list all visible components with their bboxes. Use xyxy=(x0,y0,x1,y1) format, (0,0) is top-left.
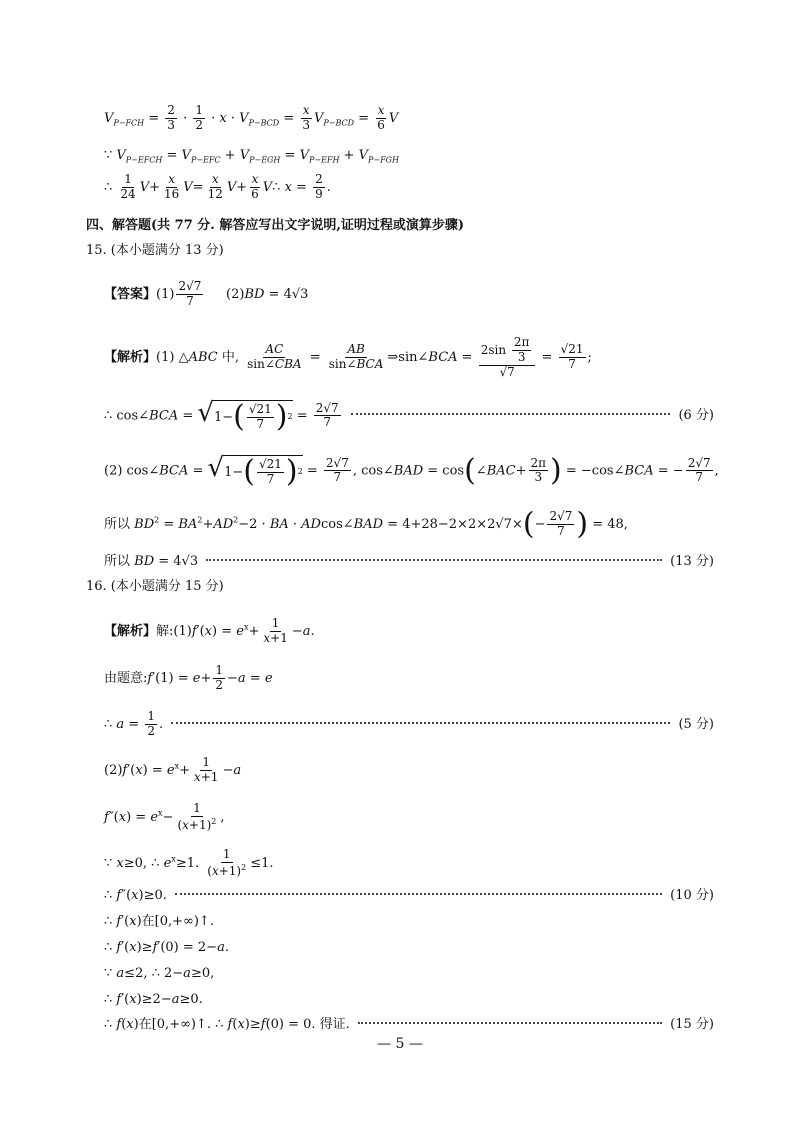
score-15: (15 分) xyxy=(670,1017,714,1032)
q15-heading: 15. (本小题满分 13 分) xyxy=(86,243,224,258)
volume-line-2: ∵ $V_{P-EFCH} = V_{P-EFC} + V_{P-EGH} = V_{P-EFH} + V_{P-FGH}$ xyxy=(104,148,399,165)
q16-line-6: ∵ x≥0, ∴ $e^x\ge 1$. $\frac{1}{(x+1)^2}$ ≤1. xyxy=(104,847,274,878)
q15-line-4: 所以 $BD^2 = BA^2+AD^2-2$ · BA · ADcos∠BAD = 4+28−2×2×2√7×(− $\frac{2√7}{7}$ ) = 48, xyxy=(104,506,628,542)
page-number: — 5 — xyxy=(377,1036,423,1052)
q16-line-5: $f''(x) = e^x-$ $\frac{1}{(x+1)^2}$ , xyxy=(104,801,225,832)
q16-line-7: ∴ f″(x)≥0. (10 分) xyxy=(104,888,714,903)
q15-line-2: ∴ cos∠BCA = √ 1− ( $\frac{√21}{7}$ ) 2 = $\frac{2√7}{7}$ (6 分) xyxy=(104,398,714,435)
analysis-tag: 【解析】 xyxy=(104,350,157,366)
section-title: 四、解答题(共 77 分. 解答应写出文字说明,证明过程或演算步骤) xyxy=(86,218,465,233)
score-6: (6 分) xyxy=(678,408,714,424)
q16-line-11: ∴ f′(x)≥2−a≥0. xyxy=(104,992,203,1007)
q16-line-8: ∴ f′(x)在[0,+∞)↑. xyxy=(104,914,214,929)
q15-answer: 【答案】(1) $\frac{2√7}{7}$ (2)BD = 4√3 xyxy=(104,279,309,308)
volume-line-1: $V_{P-FCH}$ = $\frac{2}{3}$ · $\frac{1}{2}$ · $x \cdot V_{P-BCD}$ = $\frac{x}{3}$ $V_{P-BCD}$ = $\frac{x}{6}$ V xyxy=(104,103,399,132)
q16-line-4: $(2)f'(x) = e^x+$ $\frac{1}{x+1}$ −a xyxy=(104,755,242,784)
q15-line-3: (2) cos∠BCA = √ 1− ( $\frac{√21}{7}$ ) 2 = $\frac{2√7}{7}$ , cos∠BAD = cos(∠BAC+ $\frac{2\pi}{3}$ ) = −cos∠BCA = − $\frac{2√7}{7}$ , xyxy=(104,452,719,490)
q16-line-10: ∵ a≤2, ∴ 2−a≥0, xyxy=(104,966,215,981)
dot-leader xyxy=(171,722,670,724)
q15-line-1: 【解析】(1) △ABC 中, $\frac{AC}{\text{sin∠CBA}}$ = $\frac{AB}{\text{sin∠BCA}}$ ⇒sin∠BCA = 2sin $\frac{2\pi}{3}$ √7 = $\frac{√21}{7}$ ; xyxy=(104,335,592,379)
q16-heading: 16. (本小题满分 15 分) xyxy=(86,579,224,594)
q15-line-5: 所以 BD = 4√3 (13 分) xyxy=(104,554,714,569)
dot-leader xyxy=(351,413,671,415)
dot-leader xyxy=(175,893,662,895)
q16-line-12: ∴ f(x)在[0,+∞)↑. ∴ f(x)≥f(0) = 0. 得证. (15 分) xyxy=(104,1017,714,1032)
score-10: (10 分) xyxy=(670,888,714,903)
dot-leader xyxy=(206,559,662,561)
q16-line-2: 由题意:f′(1) = e+ $\frac{1}{2}$ −a = e xyxy=(104,663,273,692)
q16-line-9: ∴ f′(x)≥f′(0) = 2−a. xyxy=(104,940,229,955)
analysis-tag: 【解析】 xyxy=(104,623,157,639)
q16-line-1: 【解析】解:(1)f′(x) = $e^x+$ $\frac{1}{x+1}$ −a. xyxy=(104,616,315,645)
answer-tag: 【答案】 xyxy=(104,286,157,302)
dot-leader xyxy=(358,1022,662,1024)
score-5: (5 分) xyxy=(678,716,714,732)
score-13: (13 分) xyxy=(670,554,714,569)
volume-line-3: ∴ $\frac{1}{24}$ V+ $\frac{x}{16}$ V= $\frac{x}{12}$ V+ $\frac{x}{6}$ V∴ x = $\frac{2}{9}$ . xyxy=(104,172,331,201)
q16-line-3: ∴ a = $\frac{1}{2}$ . (5 分) xyxy=(104,709,714,738)
